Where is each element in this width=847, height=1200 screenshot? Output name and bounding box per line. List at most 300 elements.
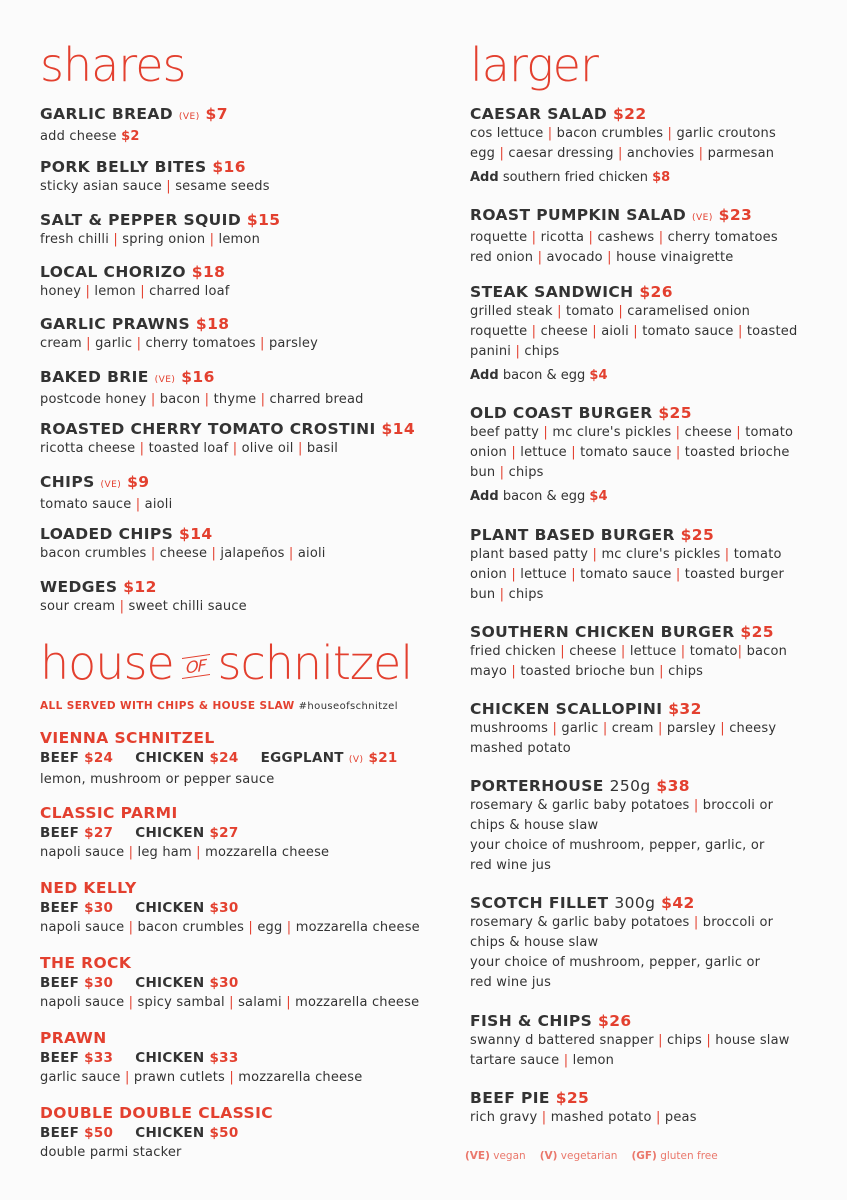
item-name-row	[470, 525, 820, 545]
item-name: WEDGES	[40, 578, 118, 596]
item-name-row	[470, 699, 820, 719]
variant-label: CHICKEN	[135, 825, 205, 841]
legend-item	[631, 1150, 717, 1162]
separator: |	[675, 567, 681, 582]
variant-row	[40, 823, 430, 843]
separator: |	[571, 567, 576, 582]
menu-item	[40, 157, 430, 197]
separator: |	[737, 324, 743, 339]
variant-price: $30	[84, 900, 114, 916]
variant-row	[40, 1048, 430, 1068]
add-label: Add	[470, 170, 499, 185]
desc-text: add cheese	[40, 129, 122, 144]
variant	[40, 748, 113, 768]
add-on-line	[470, 487, 820, 507]
legend-text: gluten free	[660, 1150, 718, 1162]
separator: |	[693, 915, 699, 930]
separator: |	[657, 721, 663, 736]
legend-code: (VE)	[465, 1150, 490, 1162]
item-name: SALT & PEPPER SQUID	[40, 211, 242, 229]
separator: |	[119, 599, 125, 614]
separator: |	[571, 445, 576, 460]
separator: |	[128, 995, 134, 1010]
item-price: $14	[381, 420, 416, 438]
separator: |	[675, 445, 681, 460]
add-price: $4	[589, 489, 608, 504]
variant-label: EGGPLANT	[260, 750, 344, 766]
menu-item	[40, 314, 430, 354]
separator: |	[592, 547, 598, 562]
separator: |	[633, 324, 638, 339]
schnitzel-name: PRAWN	[40, 1029, 107, 1047]
variant-price: $27	[84, 825, 114, 841]
separator: |	[547, 126, 553, 141]
variant-price: $24	[209, 750, 239, 766]
item-name-row	[470, 893, 820, 913]
legend-text: vegetarian	[560, 1150, 618, 1162]
variant	[135, 898, 238, 918]
item-name: LOADED CHIPS	[40, 525, 174, 543]
item-price: $26	[598, 1012, 632, 1030]
item-name-row	[470, 622, 820, 642]
item-weight: 250g	[609, 777, 651, 795]
item-desc: your choice of mushroom, pepper, garlic, or	[470, 838, 765, 853]
item-name: FISH & CHIPS	[470, 1012, 593, 1030]
variant-price: $21	[368, 750, 398, 766]
item-price: $22	[612, 105, 647, 123]
item-desc: rosemary & garlic baby potatoes | broccoli or	[470, 915, 774, 930]
item-name-row	[40, 472, 430, 495]
item-name: STEAK SANDWICH	[470, 283, 634, 301]
schnitzel-item	[40, 803, 430, 863]
add-text: bacon & egg	[498, 368, 590, 383]
variant-label: BEEF	[40, 750, 80, 766]
item-price: $16	[181, 368, 215, 386]
diet-tag: (VE)	[692, 213, 713, 223]
menu-item	[40, 104, 430, 147]
menu-item	[470, 403, 820, 507]
item-desc: egg | caesar dressing | anchovies | parmesan	[470, 146, 775, 161]
separator: |	[248, 920, 253, 935]
schnitzel-desc: napoli sauce | spicy sambal | salami | mozzarella cheese	[40, 995, 420, 1010]
item-name-row	[470, 104, 820, 124]
separator: |	[511, 664, 517, 679]
separator: |	[499, 587, 505, 602]
separator: |	[693, 798, 699, 813]
variant-price: $30	[209, 900, 239, 916]
item-desc: honey | lemon | charred loaf	[40, 284, 230, 299]
variant-label: CHICKEN	[135, 975, 205, 991]
item-name: BEEF PIE	[470, 1089, 550, 1107]
variant-label: CHICKEN	[135, 750, 205, 766]
separator: |	[724, 547, 730, 562]
item-desc: red wine jus	[470, 975, 552, 990]
item-name-row	[40, 524, 430, 544]
item-desc: fried chicken | cheese | lettuce | tomato| bacon	[470, 644, 788, 659]
item-desc: plant based patty | mc clure's pickles | tomato	[470, 547, 782, 562]
item-price: $23	[718, 206, 753, 224]
schnitzel-desc: garlic sauce | prawn cutlets | mozzarella cheese	[40, 1070, 363, 1085]
item-desc: ricotta cheese | toasted loaf | olive oil | basil	[40, 441, 339, 456]
item-name-row	[470, 1011, 820, 1031]
item-desc: postcode honey | bacon | thyme | charred bread	[40, 392, 364, 407]
separator: |	[85, 284, 91, 299]
schnitzel-item	[40, 953, 430, 1013]
shares-title: shares	[40, 38, 186, 92]
variant	[40, 898, 113, 918]
separator: |	[592, 324, 597, 339]
item-price: $25	[680, 526, 715, 544]
legend-code: (V)	[539, 1150, 558, 1162]
variant	[40, 973, 113, 993]
separator: |	[229, 1070, 234, 1085]
item-price: $25	[658, 404, 692, 422]
schnitzel-name: THE ROCK	[40, 954, 132, 972]
item-name-row	[40, 262, 430, 282]
add-label: Add	[470, 489, 499, 504]
house-of-schnitzel-title	[40, 636, 412, 690]
separator: |	[511, 445, 516, 460]
menu-item	[40, 210, 430, 250]
separator: |	[260, 336, 265, 351]
schnitzel-name: CLASSIC PARMI	[40, 804, 178, 822]
item-weight: 300g	[614, 894, 656, 912]
variant-price: $50	[209, 1125, 239, 1141]
menu-item	[470, 104, 820, 188]
item-desc: beef patty | mc clure's pickles | cheese | tomato	[470, 425, 794, 440]
variant	[135, 1123, 238, 1143]
menu-item	[40, 367, 430, 410]
separator: |	[128, 845, 134, 860]
item-name-row	[470, 1088, 820, 1108]
separator: |	[560, 644, 565, 659]
variant	[40, 823, 113, 843]
schnitzel-item	[40, 878, 430, 938]
schnitzel-desc: lemon, mushroom or pepper sauce	[40, 772, 275, 787]
item-price: $15	[246, 211, 281, 229]
variant-price: $24	[84, 750, 114, 766]
subtitle-text: ALL SERVED WITH CHIPS & HOUSE SLAW	[40, 700, 295, 712]
item-price: $18	[195, 315, 230, 333]
separator: |	[658, 1033, 663, 1048]
item-name: OLD COAST BURGER	[470, 404, 653, 422]
separator: |	[113, 232, 118, 247]
separator: |	[150, 546, 156, 561]
item-desc: fresh chilli | spring onion | lemon	[40, 232, 261, 247]
item-price: $42	[661, 894, 695, 912]
item-name: SOUTHERN CHICKEN BURGER	[470, 623, 735, 641]
item-desc: red onion | avocado | house vinaigrette	[470, 250, 734, 265]
item-name: CAESAR SALAD	[470, 105, 608, 123]
item-desc: roquette | ricotta | cashews | cherry tomatoes	[470, 230, 778, 245]
schnitzel-item	[40, 1103, 430, 1163]
menu-item	[470, 525, 820, 605]
item-desc: bun | chips	[470, 587, 544, 602]
item-desc: sour cream | sweet chilli sauce	[40, 599, 247, 614]
title-schnitzel: schnitzel	[217, 636, 413, 690]
item-desc: tomato sauce | aioli	[40, 497, 173, 512]
separator: |	[196, 845, 201, 860]
variant-label: BEEF	[40, 1125, 80, 1141]
separator: |	[232, 441, 238, 456]
separator: |	[659, 664, 664, 679]
variant-row	[40, 748, 430, 770]
variant	[40, 1048, 113, 1068]
separator: |	[499, 465, 505, 480]
separator: |	[541, 1110, 547, 1125]
menu-item	[470, 1088, 820, 1128]
title-house: house	[40, 636, 174, 690]
item-price: $18	[191, 263, 226, 281]
item-desc: rich gravy | mashed potato | peas	[470, 1110, 697, 1125]
item-desc: grilled steak | tomato | caramelised onion	[470, 304, 751, 319]
item-desc: bacon crumbles | cheese | jalapeños | aioli	[40, 546, 326, 561]
separator: |	[229, 995, 234, 1010]
item-name-row	[40, 157, 430, 177]
variant	[261, 748, 398, 770]
item-name-row	[40, 419, 430, 439]
item-name-row	[470, 776, 820, 796]
item-name-row	[470, 282, 820, 302]
separator: |	[537, 250, 543, 265]
item-name: GARLIC PRAWNS	[40, 315, 191, 333]
separator: |	[211, 546, 217, 561]
item-desc: onion | lettuce | tomato sauce | toasted brioche	[470, 445, 790, 460]
item-price: $14	[179, 525, 213, 543]
separator: |	[675, 425, 681, 440]
menu-item	[40, 262, 430, 302]
variant-price: $27	[209, 825, 239, 841]
separator: |	[260, 392, 266, 407]
variant	[135, 973, 238, 993]
item-name-row	[40, 367, 430, 390]
variant-label: BEEF	[40, 975, 80, 991]
item-name: ROASTED CHERRY TOMATO CROSTINI	[40, 420, 376, 438]
add-text: southern fried chicken	[498, 170, 653, 185]
menu-item	[40, 472, 430, 515]
separator: |	[667, 126, 673, 141]
variant	[135, 748, 238, 768]
separator: |	[720, 721, 725, 736]
item-name-row	[40, 210, 430, 230]
hashtag: #houseofschnitzel	[298, 701, 398, 712]
separator: |	[204, 392, 210, 407]
schnitzel-desc: double parmi stacker	[40, 1145, 182, 1160]
separator: |	[139, 441, 145, 456]
variant	[40, 1123, 113, 1143]
menu-item	[470, 893, 820, 993]
variant-label: CHICKEN	[135, 1050, 205, 1066]
menu-item	[470, 776, 820, 876]
item-price: $25	[555, 1089, 590, 1107]
item-name: SCOTCH FILLET	[470, 894, 609, 912]
separator: |	[166, 179, 171, 194]
item-price: $12	[123, 578, 157, 596]
variant-label: BEEF	[40, 1050, 80, 1066]
item-desc: sticky asian sauce | sesame seeds	[40, 179, 270, 194]
separator: |	[286, 920, 292, 935]
item-name: CHIPS	[40, 473, 95, 491]
separator: |	[515, 344, 521, 359]
separator: |	[531, 230, 537, 245]
variant-price: $33	[209, 1050, 239, 1066]
separator: |	[128, 920, 134, 935]
menu-item	[40, 577, 430, 617]
variant	[135, 823, 238, 843]
separator: |	[602, 721, 608, 736]
separator: |	[543, 425, 548, 440]
schnitzel-name: NED KELLY	[40, 879, 137, 897]
item-name-row	[470, 205, 820, 228]
item-name-row	[40, 314, 430, 334]
menu-item	[470, 1011, 820, 1071]
menu-item	[40, 524, 430, 564]
item-price: $25	[740, 623, 774, 641]
legend-code: (GF)	[631, 1150, 657, 1162]
variant-price: $30	[209, 975, 239, 991]
variant-row	[40, 973, 430, 993]
desc-price: $2	[121, 129, 140, 144]
schnitzel-desc: napoli sauce | leg ham | mozzarella cheese	[40, 845, 330, 860]
item-desc: rosemary & garlic baby potatoes | broccoli or	[470, 798, 774, 813]
variant-price: $33	[84, 1050, 114, 1066]
separator: |	[209, 232, 215, 247]
item-desc	[40, 127, 430, 147]
item-desc: panini | chips	[470, 344, 560, 359]
item-desc: roquette | cheese | aioli | tomato sauce | toasted	[470, 324, 798, 339]
variant	[135, 1048, 238, 1068]
add-price: $4	[589, 368, 608, 383]
separator: |	[563, 1053, 569, 1068]
variant-price: $50	[84, 1125, 114, 1141]
add-on-line	[470, 366, 820, 386]
item-name: BAKED BRIE	[40, 368, 149, 386]
add-text: bacon & egg	[498, 489, 590, 504]
menu-item	[470, 622, 820, 682]
separator: |	[698, 146, 704, 161]
variant-label: BEEF	[40, 825, 80, 841]
item-desc: cos lettuce | bacon crumbles | garlic croutons	[470, 126, 776, 141]
diet-tag: (V)	[348, 755, 364, 765]
item-name-row	[40, 104, 430, 127]
separator: |	[297, 441, 303, 456]
variant-row	[40, 1123, 430, 1143]
add-label: Add	[470, 368, 499, 383]
separator: |	[620, 644, 626, 659]
separator: |	[286, 995, 291, 1010]
diet-legend	[465, 1150, 732, 1162]
add-on-line	[470, 168, 820, 188]
item-price: $32	[668, 700, 702, 718]
title-of: OF	[182, 654, 210, 679]
item-name: CHICKEN SCALLOPINI	[470, 700, 663, 718]
add-price: $8	[652, 170, 671, 185]
item-name-row	[470, 403, 820, 423]
legend-text: vegan	[493, 1150, 526, 1162]
item-desc: swanny d battered snapper | chips | house slaw	[470, 1033, 790, 1048]
item-price: $7	[205, 105, 228, 123]
separator: |	[511, 567, 516, 582]
item-name: PORK BELLY BITES	[40, 158, 207, 176]
item-price: $16	[212, 158, 246, 176]
separator: |	[658, 230, 664, 245]
item-desc: chips & house slaw	[470, 818, 599, 833]
item-desc: cream | garlic | cherry tomatoes | parsley	[40, 336, 318, 351]
item-desc: red wine jus	[470, 858, 552, 873]
item-price: $38	[656, 777, 690, 795]
item-desc: mushrooms | garlic | cream | parsley | cheesy	[470, 721, 777, 736]
item-desc: tartare sauce | lemon	[470, 1053, 615, 1068]
item-desc: bun | chips	[470, 465, 544, 480]
item-desc: mashed potato	[470, 741, 571, 756]
variant-price: $30	[84, 975, 114, 991]
menu-item	[470, 282, 820, 386]
separator: |	[531, 324, 537, 339]
separator: |	[737, 644, 743, 659]
separator: |	[588, 230, 594, 245]
separator: |	[86, 336, 91, 351]
separator: |	[680, 644, 686, 659]
separator: |	[140, 284, 145, 299]
item-name: PORTERHOUSE	[470, 777, 604, 795]
item-desc: mayo | toasted brioche bun | chips	[470, 664, 704, 679]
larger-title: larger	[470, 38, 598, 92]
item-price: $26	[639, 283, 673, 301]
item-name: PLANT BASED BURGER	[470, 526, 675, 544]
separator: |	[655, 1110, 661, 1125]
separator: |	[124, 1070, 130, 1085]
schnitzel-name: DOUBLE DOUBLE CLASSIC	[40, 1104, 274, 1122]
menu-item	[40, 419, 430, 459]
separator: |	[607, 250, 612, 265]
item-desc: your choice of mushroom, pepper, garlic or	[470, 955, 761, 970]
separator: |	[706, 1033, 711, 1048]
separator: |	[499, 146, 505, 161]
item-name: LOCAL CHORIZO	[40, 263, 186, 281]
schnitzel-item	[40, 1028, 430, 1088]
menu-item	[470, 205, 820, 268]
separator: |	[136, 336, 142, 351]
diet-tag: (VE)	[100, 480, 122, 490]
separator: |	[618, 304, 623, 319]
item-desc: onion | lettuce | tomato sauce | toasted burger	[470, 567, 785, 582]
item-desc: chips & house slaw	[470, 935, 599, 950]
diet-tag: (VE)	[154, 375, 176, 385]
separator: |	[552, 721, 558, 736]
separator: |	[617, 146, 623, 161]
variant-row	[40, 898, 430, 918]
separator: |	[135, 497, 141, 512]
variant-label: BEEF	[40, 900, 80, 916]
separator: |	[288, 546, 294, 561]
separator: |	[150, 392, 156, 407]
legend-item	[540, 1150, 618, 1162]
item-name-row	[40, 577, 430, 597]
legend-item	[465, 1150, 526, 1162]
menu-item	[470, 699, 820, 759]
item-name: GARLIC BREAD	[40, 105, 174, 123]
item-price: $9	[127, 473, 150, 491]
separator: |	[557, 304, 562, 319]
item-name: ROAST PUMPKIN SALAD	[470, 206, 687, 224]
schnitzel-name: VIENNA SCHNITZEL	[40, 729, 215, 747]
schnitzel-subtitle	[40, 700, 398, 712]
schnitzel-item	[40, 728, 430, 790]
separator: |	[736, 425, 741, 440]
schnitzel-desc: napoli sauce | bacon crumbles | egg | mozzarella cheese	[40, 920, 420, 935]
variant-label: CHICKEN	[135, 900, 205, 916]
diet-tag: (VE)	[178, 112, 200, 122]
